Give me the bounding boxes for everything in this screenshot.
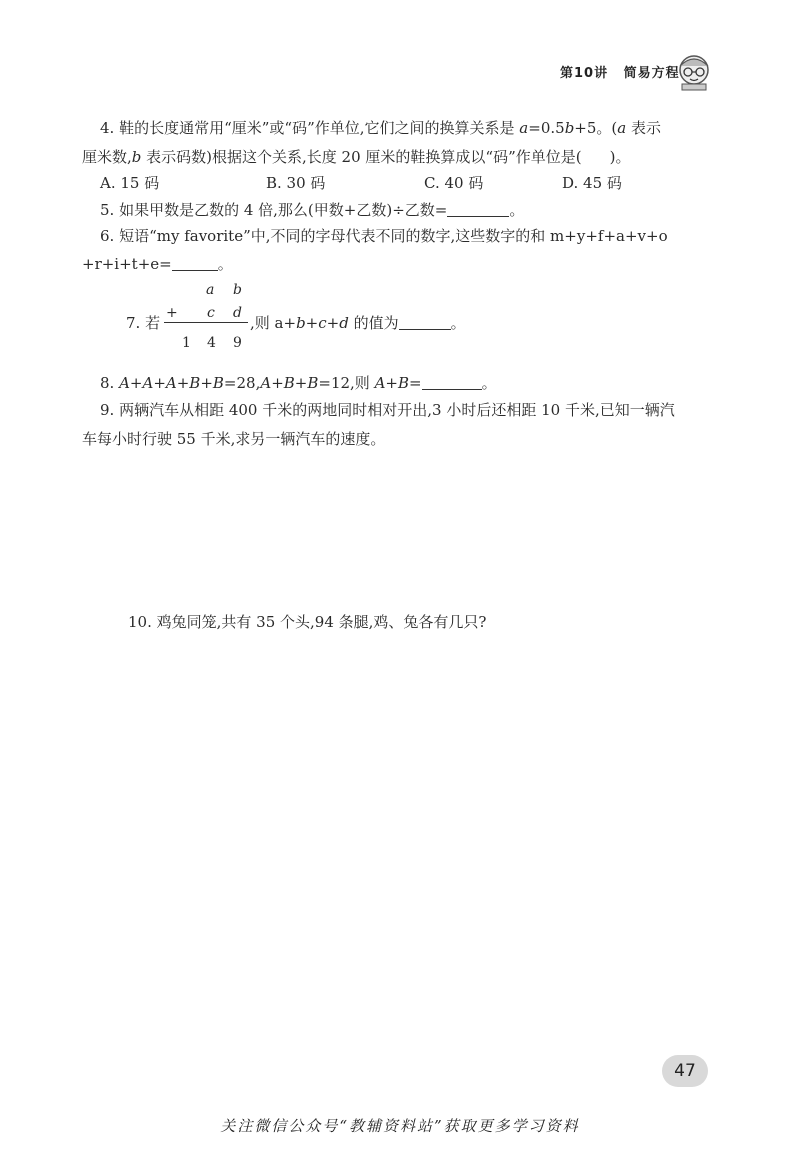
- answer-blank[interactable]: [447, 202, 509, 217]
- answer-blank[interactable]: [172, 256, 218, 271]
- question-8: 8. A+A+A+B+B=28,A+B+B=12,则 A+B= 。: [100, 374, 497, 392]
- sum-digit-1: 1: [182, 335, 191, 351]
- option-c[interactable]: C. 40 码: [424, 174, 484, 192]
- question-7-prefix: 7. 若: [126, 314, 161, 332]
- question-10: 10. 鸡兔同笼,共有 35 个头,94 条腿,鸡、兔各有几只?: [128, 613, 487, 631]
- sum-rule: [164, 322, 248, 323]
- answer-blank[interactable]: [422, 375, 482, 390]
- question-6-line-2: +r+i+t+e= 。: [82, 255, 233, 273]
- option-d[interactable]: D. 45 码: [562, 174, 622, 192]
- question-5: 5. 如果甲数是乙数的 4 倍,那么(甲数+乙数)÷乙数= 。: [100, 201, 525, 219]
- sum-digit-9: 9: [233, 335, 242, 351]
- digit-a: a: [206, 282, 215, 298]
- footer-note: 关注微信公众号“教辅资料站”获取更多学习资料: [220, 1117, 580, 1135]
- question-6-line-1: 6. 短语“my favorite”中,不同的字母代表不同的数字,这些数字的和 m+y+f+a+v+o: [100, 227, 668, 245]
- option-b[interactable]: B. 30 码: [266, 174, 326, 192]
- question-9-line-2: 车每小时行驶 55 千米,求另一辆汽车的速度。: [82, 430, 386, 448]
- question-7-text: ,则 a+b+c+d 的值为 。: [250, 314, 466, 332]
- question-9-line-1: 9. 两辆汽车从相距 400 千米的两地同时相对开出,3 小时后还相距 10 千米,已知一辆汽: [100, 401, 675, 419]
- lecture-topic: 简易方程: [623, 66, 680, 81]
- digit-d: d: [233, 305, 242, 321]
- digit-c: c: [207, 305, 215, 321]
- option-a[interactable]: A. 15 码: [100, 174, 160, 192]
- chapter-header: [560, 62, 690, 81]
- question-4-line-1: 4. 鞋的长度通常用“厘米”或“码”作单位,它们之间的换算关系是 a=0.5b+5。(a 表示: [100, 119, 661, 137]
- lecture-number: 第10讲: [560, 66, 609, 81]
- sum-digit-4: 4: [207, 335, 216, 351]
- answer-blank[interactable]: [399, 315, 451, 330]
- page-number: 47: [662, 1055, 708, 1087]
- digit-b: b: [233, 282, 242, 298]
- question-4-line-2: 厘米数,b 表示码数)根据这个关系,长度 20 厘米的鞋换算成以“码”作单位是( )。: [82, 148, 631, 166]
- plus-sign: +: [166, 305, 178, 321]
- mascot-icon: [672, 52, 716, 92]
